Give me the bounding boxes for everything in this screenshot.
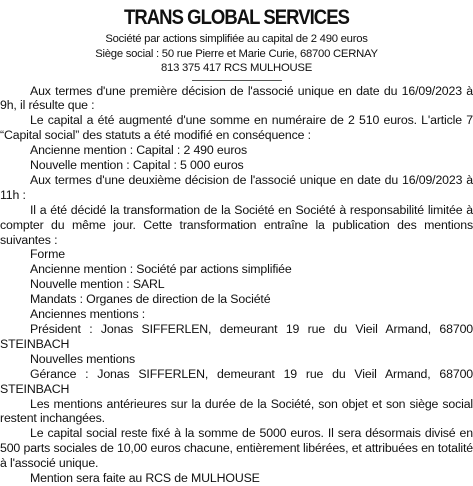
paragraph-rcs-filing: Mention sera faite au RCS de MULHOUSE [30, 471, 260, 486]
paragraph-old-mentions: Anciennes mentions : [30, 307, 146, 322]
paragraph-management: Gérance : Jonas SIFFERLEN, demeurant 19 rue du Vieil Armand, 68700 STEINBACH [0, 366, 473, 396]
registration-number: 813 375 417 RCS MULHOUSE [161, 62, 312, 74]
company-name: TRANS GLOBAL SERVICES [124, 5, 349, 29]
paragraph-unchanged-mentions: Les mentions antérieures sur la durée de la Société, son objet et son siège social restent inchangées. [0, 396, 473, 426]
paragraph-mandates: Mandats : Organes de direction de la Société [30, 292, 271, 307]
paragraph-new-capital: Nouvelle mention : Capital : 5 000 euros [30, 158, 244, 173]
paragraph-new-mentions: Nouvelles mentions [30, 351, 136, 366]
paragraph-share-capital: Le capital social reste fixé à la somme de 5000 euros. Il sera désormais divisé en 500 parts sociales de 10,00 euros chacune, entièrement libérées, et attribuées en totalité à l'associé unique. [0, 426, 473, 471]
paragraph-capital-increase: Le capital a été augmenté d'une somme en numéraire de 2 510 euros. L'article 7 “Capital social” des statuts a été modifié en conséquence : [0, 113, 473, 143]
paragraph-second-decision: Aux termes d'une deuxième décision de l'associé unique en date du 16/09/2023 à 11h : [0, 172, 473, 202]
legal-form-capital: Société par actions simplifiée au capital de 2 490 euros [105, 33, 368, 45]
paragraph-new-form: Nouvelle mention : SARL [30, 277, 165, 292]
paragraph-first-decision: Aux termes d'une première décision de l'associé unique en date du 16/09/2023 à 9h, il résulte que : [0, 83, 473, 113]
header-divider [192, 80, 282, 81]
notice-body [0, 84, 473, 486]
paragraph-old-capital: Ancienne mention : Capital : 2 490 euros [30, 143, 248, 158]
paragraph-transformation: Il a été décidé la transformation de la Société en Société à responsabilité limitée à compter du même jour. Cette transformation entraîne la publication des mentions suivantes : [0, 202, 473, 247]
paragraph-form-heading: Forme [30, 247, 65, 262]
paragraph-president: Président : Jonas SIFFERLEN, demeurant 19 rue du Vieil Armand, 68700 STEINBACH [0, 322, 473, 351]
paragraph-old-form: Ancienne mention : Société par actions simplifiée [30, 262, 292, 277]
registered-office: Siège social : 50 rue Pierre et Marie Curie, 68700 CERNAY [95, 47, 378, 60]
